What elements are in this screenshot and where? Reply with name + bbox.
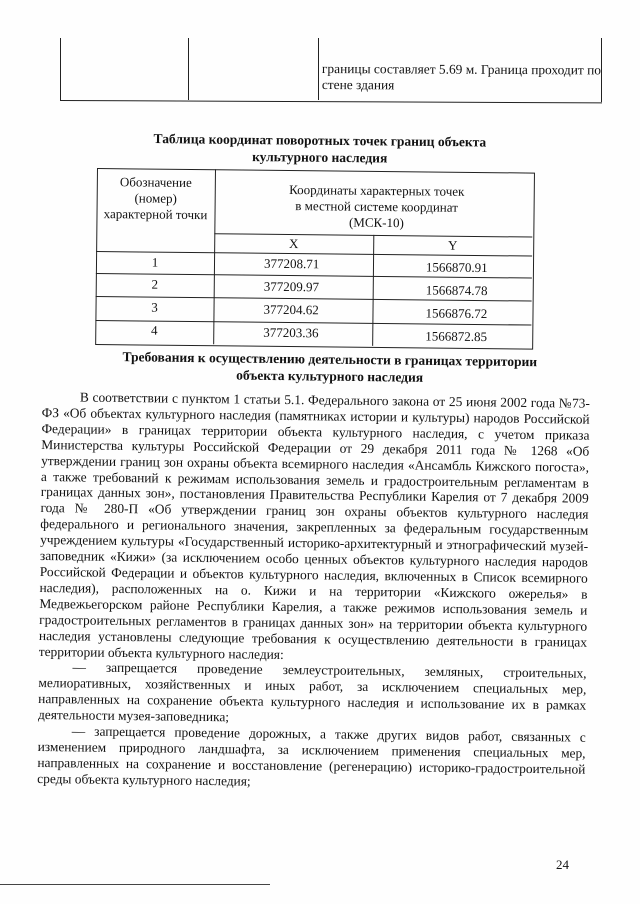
- requirements-intro: В соответствии с пунктом 1 статьи 5.1. Федерального закона от 25 июня 2002 года №73-ФЗ «Об объектах культурного наследия (памятниках истории и культуры) народов Российской Федерации» в границах территории объекта культурного наследия, с учетом приказа Министерства культуры Российской Федерации от 29 декабря 2011 года № 1268 «Об утверждении границ зон охраны объекта всемирного наследия «Ансамбль Кижского погоста», а также требований к режимам использования земель и градостроительным регламентам в границах данных зон», постановления Правительства Республики Карелия от 7 декабря 2009 года № 280-П «Об утверждении границ зон охраны объектов культурного наследия федерального и регионального значения, закрепленных за федеральным государственным учреждением культуры «Государственный историко-архитектурный и этнографический музей-заповедник «Кижи» (за исключением особо ценных объектов культурного наследия народов Российской Федерации и объектов культурного наследия, включенных в Список всемирного наследия), расположенных на о. Кижи и на территории «Кижского ожерелья» в Медвежьегорском районе Республики Карелия, а также режимов использования земель и градостроительных регламентов в границах данных зон» на территории объекта культурного наследия установлены следующие требования к осуществлению деятельности в границах территории объекта культурного наследия:: [38, 389, 590, 662]
- table-fragment-text: границы составляет 5.69 м. Граница проходит по стене здания: [321, 61, 602, 93]
- row-1-y: 1566870.91: [425, 259, 488, 276]
- page-number: 24: [556, 857, 569, 872]
- requirements-caption: Требования к осуществлению деятельности в границах территории объекта культурного наследия: [122, 349, 538, 385]
- header-point-number: Обозначение (номер) характерной точки: [103, 174, 208, 223]
- row-2-y: 1566874.78: [425, 282, 488, 299]
- footer-rule: [0, 884, 270, 885]
- requirement-item-1: — запрещается проведение землеустроительных, земляных, строительных, мелиоративных, хозяйственных и иных работ, за исключением специальных мер, направленных на сохранение объекта культурного наследия и использование их в рамках деятельности музея-заповедника;: [37, 659, 587, 725]
- row-3-y: 1566876.72: [425, 305, 488, 322]
- requirements-body: [37, 389, 590, 793]
- row-1-x: 377208.71: [263, 255, 320, 272]
- row-3-number: 3: [151, 299, 158, 315]
- row-4-x: 377203.36: [263, 324, 319, 341]
- header-y: Y: [447, 237, 458, 253]
- coord-table-caption: Таблица координат поворотных точек границ объекта культурного наследия: [153, 131, 487, 166]
- row-2-x: 377209.97: [263, 278, 320, 295]
- coordinates-table: [95, 168, 533, 348]
- header-x: X: [288, 236, 299, 252]
- row-4-number: 4: [150, 322, 158, 338]
- header-coordinates: Координаты характерных точек в местной системе координат (МСК-10): [289, 182, 465, 231]
- requirement-item-2: — запрещается проведение дорожных, а также других видов работ, связанных с изменением природного ландшафта, за исключением применения специальных мер, направленных на сохранение и восстановление (регенерацию) историко-градостроительной среды объекта культурного наследия;: [37, 723, 586, 789]
- row-1-number: 1: [151, 254, 159, 270]
- row-3-x: 377204.62: [263, 301, 319, 318]
- row-2-number: 2: [151, 276, 159, 292]
- row-4-y: 1566872.85: [425, 328, 488, 345]
